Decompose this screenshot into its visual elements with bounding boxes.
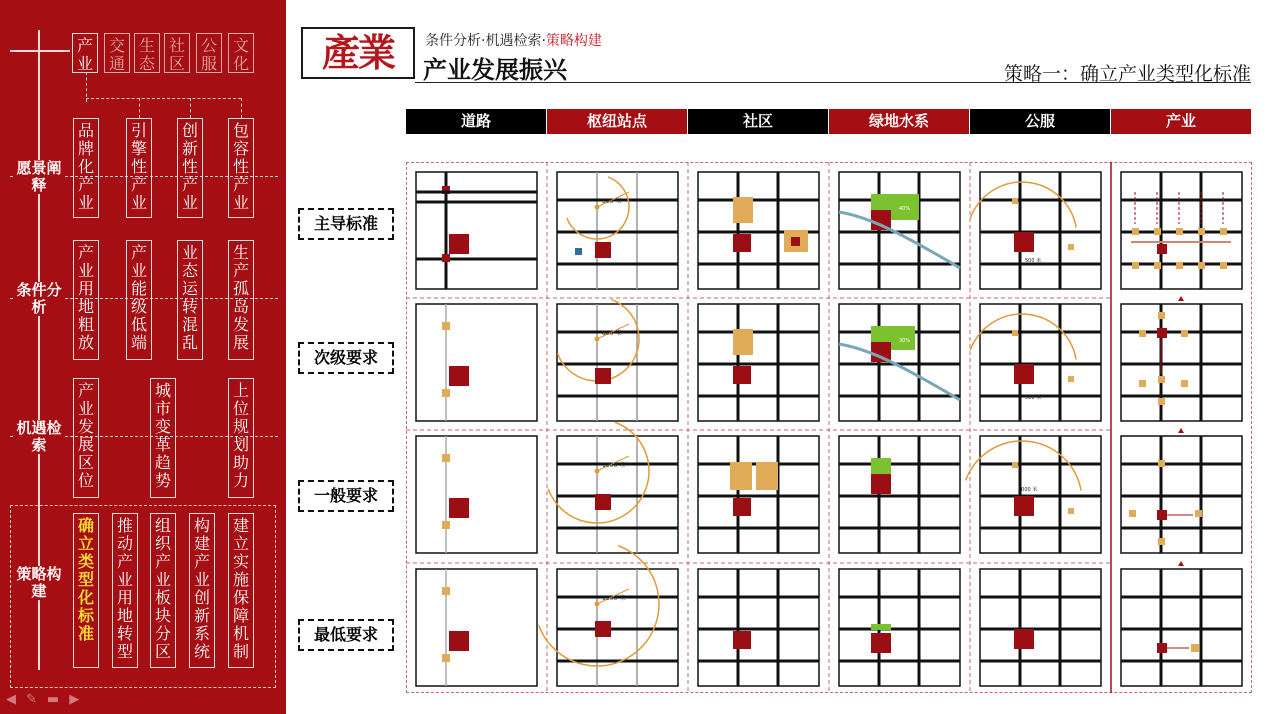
service-point <box>1012 198 1018 204</box>
row-label-general: 一般要求 <box>298 480 394 512</box>
industry-core <box>1157 510 1167 520</box>
matrix-cell <box>839 304 960 421</box>
vision-item <box>177 118 203 218</box>
industry-node <box>1158 538 1165 545</box>
community-block <box>756 462 778 490</box>
up-arrow-icon <box>1178 428 1184 433</box>
matrix-cell <box>416 172 537 289</box>
up-arrow-icon <box>1178 296 1184 301</box>
tab-industry-label: 产业 <box>76 36 93 73</box>
matrix-cell <box>980 569 1101 686</box>
community-block <box>733 197 753 223</box>
matrix-cell <box>1121 304 1242 421</box>
station-radius-label: 1500 米 <box>602 595 626 602</box>
connector-line <box>86 98 241 99</box>
green-space <box>871 458 891 476</box>
row-label-secondary: 次级要求 <box>298 342 394 374</box>
junction-marker <box>442 389 450 397</box>
logo-text: 產業 <box>321 30 394 75</box>
industry-node <box>1181 330 1188 337</box>
industry-node <box>1154 262 1161 269</box>
junction-marker <box>442 654 450 662</box>
strategy-item-active[interactable] <box>73 513 99 668</box>
row-label-primary: 主导标准 <box>298 208 394 240</box>
junction-marker <box>442 587 450 595</box>
item-text: 建立实施保障机制 <box>232 516 249 661</box>
item-text: 推动产业用地转型 <box>116 516 133 661</box>
item-text: 产业能级低端 <box>130 243 147 352</box>
condition-item <box>126 240 152 360</box>
industry-block <box>1014 496 1034 516</box>
community-block <box>733 329 753 355</box>
junction-marker <box>442 322 450 330</box>
page-title: 产业发展振兴 <box>423 56 567 84</box>
service-point <box>1068 508 1074 514</box>
matrix-cell <box>698 304 819 421</box>
industry-node <box>1158 312 1165 319</box>
item-text: 品牌化产业 <box>77 121 94 212</box>
industry-node <box>1129 510 1136 517</box>
item-text: 生产孤岛发展 <box>232 243 249 352</box>
matrix-cell <box>698 172 819 289</box>
section-label-conditions: 条件分析 <box>13 282 65 316</box>
industry-node <box>1220 228 1227 235</box>
vision-item <box>228 118 254 218</box>
industry-node <box>1191 644 1199 652</box>
up-arrow-icon <box>1178 561 1184 566</box>
matrix-cell <box>698 436 819 553</box>
industry-node <box>1158 398 1165 405</box>
matrix-cell <box>557 300 678 421</box>
vision-item <box>73 118 99 218</box>
industry-node <box>1132 228 1139 235</box>
industry-block <box>595 368 611 384</box>
matrix-cell <box>416 304 537 421</box>
strategy-item[interactable] <box>150 513 176 668</box>
industry-block <box>1014 232 1034 252</box>
tab-label: 交通 <box>108 36 125 73</box>
industry-block <box>871 474 891 494</box>
industry-node <box>1158 460 1165 467</box>
matrix-cell <box>1121 436 1242 553</box>
junction-marker <box>442 454 450 462</box>
industry-block <box>449 366 469 386</box>
industry-node <box>1176 228 1183 235</box>
item-text: 包容性产业 <box>232 121 249 212</box>
matrix-cell <box>839 436 960 553</box>
industry-block <box>595 621 611 637</box>
column-header-green: 绿地水系 <box>829 109 969 134</box>
strategy-item[interactable] <box>228 513 254 668</box>
industry-block <box>871 633 891 653</box>
opportunity-item <box>73 378 99 498</box>
tab-label: 公服 <box>200 36 217 73</box>
industry-block <box>449 234 469 254</box>
connector-line <box>139 98 140 118</box>
matrix-cell <box>1121 172 1242 289</box>
item-text: 组织产业板块分区 <box>154 516 171 661</box>
strategy-title: 策略一：确立产业类型化标准 <box>1003 63 1251 85</box>
industry-block <box>595 494 611 510</box>
green-ratio-label: 40% <box>899 206 911 212</box>
breadcrumb-text: 条件分析·机遇检索· <box>425 33 546 49</box>
industry-block <box>733 631 751 649</box>
item-text: 产业发展区位 <box>77 381 94 490</box>
condition-item <box>73 240 99 360</box>
column-header-road: 道路 <box>406 109 546 134</box>
industry-block <box>791 237 800 246</box>
service-point <box>1068 376 1074 382</box>
cell-background <box>416 436 537 553</box>
service-point <box>1012 330 1018 336</box>
item-text: 城市变革趋势 <box>154 381 171 490</box>
arrow-right-icon[interactable]: ▶ <box>69 692 90 707</box>
industry-block <box>1014 629 1034 649</box>
service-radius-label: 500 米 <box>1025 258 1042 264</box>
item-text: 产业用地粗放 <box>77 243 94 352</box>
industry-block <box>733 366 751 384</box>
item-text: 业态运转混乱 <box>181 243 198 352</box>
junction-marker <box>442 521 450 529</box>
industry-block <box>1014 364 1034 384</box>
column-header-hub: 枢纽站点 <box>547 109 687 134</box>
column-header-industry: 产业 <box>1111 109 1251 134</box>
industry-block <box>733 234 751 252</box>
industry-node <box>1198 228 1205 235</box>
tab-label: 生态 <box>138 36 155 73</box>
industry-node <box>1220 262 1227 269</box>
industry-node <box>1198 262 1205 269</box>
service-point <box>1012 462 1018 468</box>
connector-line <box>241 98 242 118</box>
industry-node <box>1176 262 1183 269</box>
matrix-cell <box>839 569 960 686</box>
service-radius-label: 500 米 <box>1025 395 1042 401</box>
breadcrumb-current: 策略构建 <box>545 33 602 49</box>
industry-node <box>1158 376 1165 383</box>
item-text: 引擎性产业 <box>130 121 147 212</box>
industry-node <box>1132 262 1139 269</box>
green-space <box>871 624 891 630</box>
station-radius-label: 300 米 <box>602 198 622 205</box>
community-block <box>730 462 752 490</box>
station-radius-label: 1000 米 <box>602 462 626 469</box>
condition-item <box>228 240 254 360</box>
strategy-item[interactable] <box>189 513 215 668</box>
green-ratio-label: 20% <box>899 470 911 476</box>
industry-node <box>1139 380 1146 387</box>
pen-icon[interactable]: ✎ <box>26 692 47 707</box>
cell-background <box>416 172 537 289</box>
section-label-strategies: 策略构建 <box>13 566 65 600</box>
station-marker <box>575 248 582 255</box>
cell-background <box>416 569 537 686</box>
strategy-item[interactable] <box>112 513 138 668</box>
opportunity-item <box>228 378 254 498</box>
industry-node <box>1181 380 1188 387</box>
section-label-opportunities: 机遇检索 <box>13 420 65 454</box>
industry-core <box>1157 244 1167 254</box>
junction-marker <box>442 254 450 262</box>
cell-background <box>416 304 537 421</box>
service-point <box>1068 244 1074 250</box>
matrix-cell <box>966 436 1101 553</box>
matrix-cell <box>970 172 1101 289</box>
row-label-minimum: 最低要求 <box>298 619 394 651</box>
item-text: 创新性产业 <box>181 121 198 212</box>
column-header-service: 公服 <box>970 109 1110 134</box>
matrix-cell <box>416 436 537 553</box>
condition-item <box>177 240 203 360</box>
matrix-cell <box>416 569 537 686</box>
matrix-cell <box>539 546 678 686</box>
opportunity-item <box>150 378 176 498</box>
matrix-cell <box>1121 569 1242 686</box>
item-text: 上位规划助力 <box>232 381 249 490</box>
industry-block <box>449 498 469 518</box>
column-header-community: 社区 <box>688 109 828 134</box>
vision-item <box>126 118 152 218</box>
connector-line <box>190 98 191 118</box>
industry-node <box>1139 330 1146 337</box>
slide-icon[interactable]: ▬ <box>46 692 70 707</box>
station-radius-label: 800 米 <box>602 330 622 337</box>
item-text: 确立类型化标准 <box>77 516 94 643</box>
industry-node <box>1195 510 1202 517</box>
tab-label: 文化 <box>232 36 249 73</box>
matrix-cell <box>548 422 678 553</box>
industry-block <box>595 242 611 258</box>
service-radius-label: 1000 米 <box>1018 487 1038 493</box>
arrow-left-icon[interactable]: ◀ <box>6 692 26 707</box>
matrix-cell <box>970 304 1101 421</box>
matrix-cell <box>557 172 678 289</box>
section-label-vision: 愿景阐释 <box>13 160 65 194</box>
industry-core <box>1157 643 1167 653</box>
matrix-cell <box>698 569 819 686</box>
industry-core <box>1157 328 1167 338</box>
industry-block <box>733 498 751 516</box>
green-ratio-label: 30% <box>899 338 911 344</box>
industry-node <box>1154 228 1161 235</box>
tab-label: 社区 <box>168 36 185 73</box>
item-text: 构建产业创新系统 <box>193 516 210 661</box>
axis-cap-line <box>10 50 70 52</box>
matrix-cell <box>839 172 960 289</box>
industry-block <box>449 631 469 651</box>
